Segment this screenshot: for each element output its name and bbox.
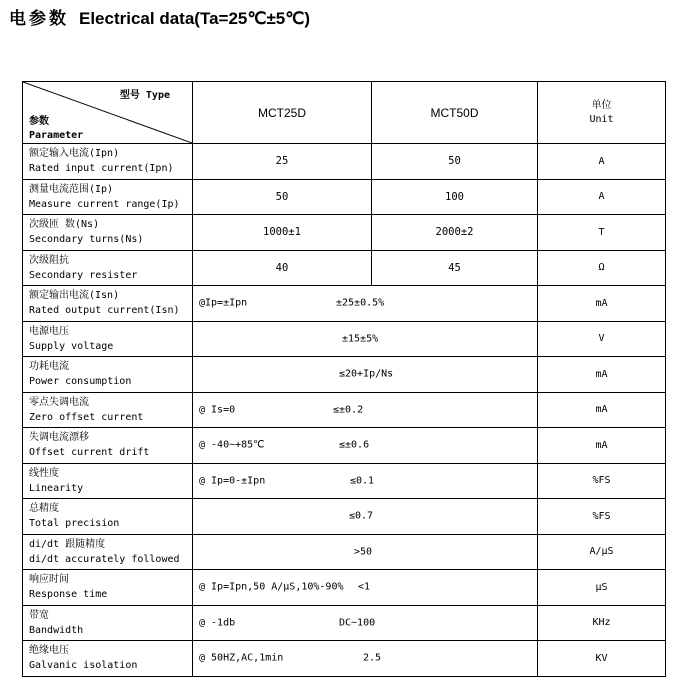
spec-value: ≤±0.6 [339, 439, 370, 451]
param-cell [23, 286, 193, 322]
header-model-2: MCT50D [372, 82, 538, 144]
unit-cell: mA [538, 392, 666, 428]
spec-cell [193, 641, 538, 677]
spec-cell [193, 392, 538, 428]
unit-cell: mA [538, 357, 666, 393]
spec-cell [193, 463, 538, 499]
param-en: Total precision [29, 518, 120, 530]
param-cn: 线性度 [29, 467, 59, 479]
spec-cell [193, 321, 538, 357]
table-row [23, 499, 666, 535]
table-row [23, 179, 666, 215]
value-model-1: 25 [193, 144, 372, 180]
param-cn: 响应时间 [29, 574, 69, 586]
header-model-1: MCT25D [193, 82, 372, 144]
param-en: Zero offset current [29, 411, 144, 423]
param-en: Response time [29, 589, 108, 601]
param-cell [23, 641, 193, 677]
table-row [23, 392, 666, 428]
test-condition: @ Ip=0-±Ipn [199, 475, 266, 487]
value-model-1: 50 [193, 179, 372, 215]
param-cn: di/dt 跟随精度 [29, 538, 106, 550]
param-cn: 失调电流漂移 [29, 432, 89, 444]
header-unit [538, 82, 666, 144]
unit-cell: V [538, 321, 666, 357]
param-cell [23, 570, 193, 606]
param-cn: 总精度 [29, 503, 59, 515]
value-model-2: 2000±2 [372, 215, 538, 251]
table-row [23, 641, 666, 677]
param-cell [23, 428, 193, 464]
value-model-2: 100 [372, 179, 538, 215]
param-cell [23, 499, 193, 535]
table-row [23, 428, 666, 464]
param-cell [23, 321, 193, 357]
param-cell [23, 144, 193, 180]
table-row [23, 286, 666, 322]
table-row [23, 250, 666, 286]
param-en: Rated output current(Isn) [29, 305, 180, 317]
param-cn: 绝缘电压 [29, 645, 69, 657]
spec-value: 2.5 [363, 652, 382, 664]
param-cn: 次级匝 数(Ns) [29, 219, 100, 231]
title-en: Electrical data(Ta=25℃±5℃) [79, 9, 310, 28]
spec-cell [193, 534, 538, 570]
param-cn: 额定输入电流(Ipn) [29, 148, 120, 160]
unit-cell: %FS [538, 499, 666, 535]
unit-cell: KV [538, 641, 666, 677]
param-cell [23, 534, 193, 570]
param-cell [23, 250, 193, 286]
spec-value: ±25±0.5% [336, 297, 385, 309]
test-condition: @ -40~+85℃ [199, 439, 265, 451]
header-param-cn: 参数 [29, 116, 49, 127]
test-condition: @Ip=±Ipn [199, 297, 248, 309]
test-condition: @ Ip=Ipn,50 A/μS,10%-90% [199, 581, 344, 593]
header-unit-en: Unit [589, 113, 614, 125]
spec-value: ≤0.1 [350, 475, 375, 487]
test-condition: @ -1db [199, 617, 236, 629]
param-en: Power consumption [29, 376, 132, 388]
value-model-1: 1000±1 [193, 215, 372, 251]
spec-cell [193, 499, 538, 535]
param-en: Linearity [29, 482, 84, 494]
unit-cell: KHz [538, 605, 666, 641]
test-condition: @ 50HZ,AC,1min [199, 652, 284, 664]
param-en: Galvanic isolation [29, 660, 138, 672]
unit-cell: A/μS [538, 534, 666, 570]
param-en: di/dt accurately followed [29, 553, 180, 565]
unit-cell: A [538, 144, 666, 180]
param-cn: 带宽 [29, 609, 49, 621]
param-en: Secondary turns(Ns) [29, 234, 144, 246]
param-en: Rated input current(Ipn) [29, 163, 174, 175]
spec-cell [193, 570, 538, 606]
param-en: Supply voltage [29, 340, 114, 352]
spec-cell [193, 357, 538, 393]
spec-cell [193, 605, 538, 641]
header-corner-cell [23, 82, 193, 144]
unit-cell: A [538, 179, 666, 215]
value-model-2: 50 [372, 144, 538, 180]
table-row [23, 357, 666, 393]
param-cell [23, 605, 193, 641]
unit-cell: Ω [538, 250, 666, 286]
table-row [23, 605, 666, 641]
spec-value: ≤0.7 [349, 510, 374, 522]
table-row [23, 215, 666, 251]
electrical-data-table [22, 81, 666, 677]
param-cn: 功耗电流 [29, 361, 69, 373]
param-cell [23, 392, 193, 428]
header-unit-cn: 单位 [591, 99, 612, 111]
spec-value: DC~100 [339, 617, 376, 629]
table-row [23, 463, 666, 499]
value-model-1: 40 [193, 250, 372, 286]
table-row [23, 570, 666, 606]
unit-cell: mA [538, 428, 666, 464]
test-condition: @ Is=0 [199, 404, 236, 416]
param-cell [23, 463, 193, 499]
header-type-label: 型号 Type [119, 90, 170, 101]
table-header-row [23, 82, 666, 144]
spec-value: <1 [358, 581, 371, 593]
spec-value: ≤±0.2 [333, 404, 364, 416]
param-en: Offset current drift [29, 447, 150, 459]
param-cn: 次级阻抗 [29, 254, 69, 266]
spec-value: ≤20+Ip/Ns [339, 368, 394, 380]
value-model-2: 45 [372, 250, 538, 286]
header-parameter-label [29, 115, 83, 143]
page-title [9, 6, 310, 32]
param-cn: 零点失调电流 [29, 396, 89, 408]
spec-cell [193, 428, 538, 464]
param-cn: 电源电压 [29, 325, 69, 337]
spec-value: >50 [354, 546, 373, 558]
param-cn: 测量电流范围(Ip) [29, 183, 114, 195]
header-param-en: Parameter [29, 130, 84, 141]
param-cell [23, 215, 193, 251]
param-en: Bandwidth [29, 624, 84, 636]
param-en: Measure current range(Ip) [29, 198, 180, 210]
unit-cell: μS [538, 570, 666, 606]
spec-value: ±15±5% [342, 333, 379, 345]
param-cell [23, 357, 193, 393]
table-row [23, 321, 666, 357]
table-row [23, 534, 666, 570]
unit-cell: T [538, 215, 666, 251]
spec-cell [193, 286, 538, 322]
param-en: Secondary resister [29, 269, 138, 281]
param-cn: 额定输出电流(Isn) [29, 290, 120, 302]
table-row [23, 144, 666, 180]
title-cn: 电参数 [9, 9, 69, 29]
param-cell [23, 179, 193, 215]
unit-cell: %FS [538, 463, 666, 499]
unit-cell: mA [538, 286, 666, 322]
